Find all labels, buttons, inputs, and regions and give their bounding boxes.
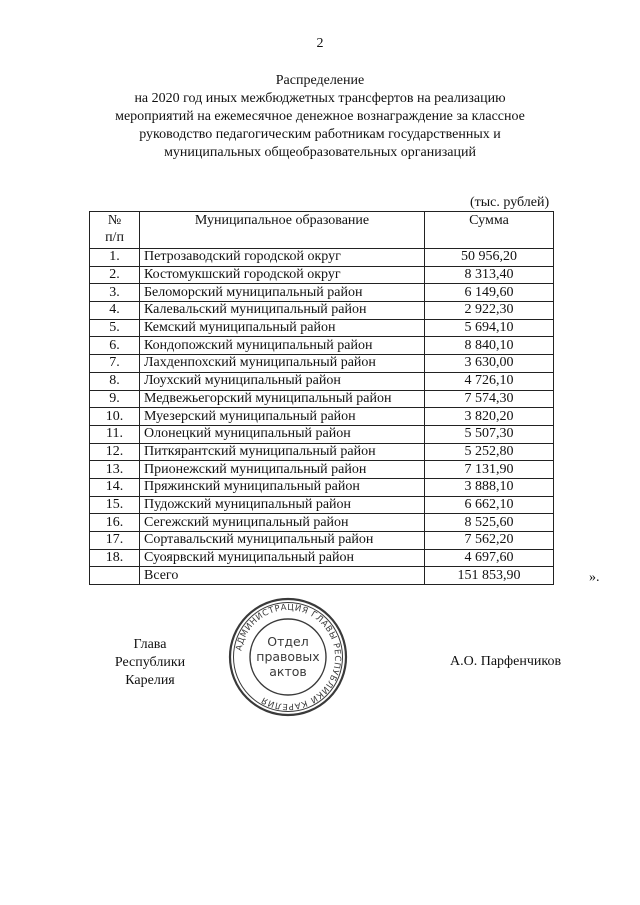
amount: 5 252,80 [425, 443, 554, 461]
table-row [90, 408, 554, 426]
closing-quote: ». [589, 570, 600, 585]
row-number: 10. [90, 408, 140, 426]
municipality-name: Костомукшский городской округ [140, 266, 425, 284]
heading-line: мероприятий на ежемесячное денежное вознаграждение за классное [115, 109, 525, 124]
amount: 6 662,10 [425, 496, 554, 514]
table-row [90, 266, 554, 284]
signatory-title-line: Глава [133, 637, 167, 652]
municipality-name: Кемский муниципальный район [140, 319, 425, 337]
signatory-title [91, 636, 209, 690]
amount: 7 131,90 [425, 461, 554, 479]
amount: 8 313,40 [425, 266, 554, 284]
row-number: 2. [90, 266, 140, 284]
row-number: 17. [90, 532, 140, 550]
total-municipality-name: Всего [140, 567, 425, 585]
table-row [90, 284, 554, 302]
total-row-number [90, 567, 140, 585]
total-row [90, 567, 554, 585]
table-row [90, 425, 554, 443]
table-row [90, 319, 554, 337]
amount: 8 525,60 [425, 514, 554, 532]
municipality-name: Прионежский муниципальный район [140, 461, 425, 479]
municipality-name: Лахденпохский муниципальный район [140, 355, 425, 373]
stamp-graphic [226, 595, 350, 719]
amount: 50 956,20 [425, 249, 554, 267]
row-number: 11. [90, 425, 140, 443]
municipality-name: Кондопожский муниципальный район [140, 337, 425, 355]
table-row [90, 337, 554, 355]
municipality-name: Медвежьегорский муниципальный район [140, 390, 425, 408]
table-row [90, 390, 554, 408]
amount: 8 840,10 [425, 337, 554, 355]
municipality-name: Олонецкий муниципальный район [140, 425, 425, 443]
heading-line: муниципальных общеобразовательных организаций [164, 145, 476, 160]
municipality-name: Суоярвский муниципальный район [140, 549, 425, 567]
row-number: 14. [90, 478, 140, 496]
table-row [90, 249, 554, 267]
municipality-name: Беломорский муниципальный район [140, 284, 425, 302]
municipality-name: Пудожский муниципальный район [140, 496, 425, 514]
row-number: 9. [90, 390, 140, 408]
stamp-ring-textpath: АДМИНИСТРАЦИЯ ГЛАВЫ РЕСПУБЛИКИ КАРЕЛИЯ [234, 602, 343, 712]
table-row [90, 549, 554, 567]
official-stamp [226, 595, 350, 719]
amount: 5 507,30 [425, 425, 554, 443]
table-row [90, 355, 554, 373]
table-body [90, 249, 554, 585]
page-number: 2 [316, 36, 324, 51]
row-number: 8. [90, 372, 140, 390]
amount: 3 630,00 [425, 355, 554, 373]
municipality-name: Калевальский муниципальный район [140, 302, 425, 320]
total-amount: 151 853,90 [425, 567, 554, 585]
table-row [90, 514, 554, 532]
municipality-name: Лоухский муниципальный район [140, 372, 425, 390]
table-row [90, 532, 554, 550]
table-row [90, 461, 554, 479]
row-number: 1. [90, 249, 140, 267]
row-number: 18. [90, 549, 140, 567]
amount: 2 922,30 [425, 302, 554, 320]
amount: 7 562,20 [425, 532, 554, 550]
table-row [90, 443, 554, 461]
distribution-table [89, 211, 554, 585]
units-label: (тыс. рублей) [470, 195, 550, 210]
municipality-name: Питкярантский муниципальный район [140, 443, 425, 461]
amount: 4 726,10 [425, 372, 554, 390]
document-heading [80, 72, 560, 162]
table-row [90, 372, 554, 390]
heading-line: руководство педагогическим работникам государственных и [139, 127, 501, 142]
table-row [90, 302, 554, 320]
stamp-center-line: Отдел [267, 634, 309, 649]
row-number: 7. [90, 355, 140, 373]
header-municipality: Муниципальное образование [140, 212, 425, 249]
row-number: 15. [90, 496, 140, 514]
row-number: 3. [90, 284, 140, 302]
municipality-name: Сортавальский муниципальный район [140, 532, 425, 550]
municipality-name: Муезерский муниципальный район [140, 408, 425, 426]
table-row [90, 478, 554, 496]
municipality-name: Петрозаводский городской округ [140, 249, 425, 267]
heading-line: на 2020 год иных межбюджетных трансфертов на реализацию [134, 91, 506, 106]
stamp-center-line: актов [269, 664, 307, 679]
municipality-name: Сегежский муниципальный район [140, 514, 425, 532]
signatory-name: А.О. Парфенчиков [450, 654, 562, 669]
municipality-name: Пряжинский муниципальный район [140, 478, 425, 496]
row-number: 4. [90, 302, 140, 320]
header-sum: Сумма [425, 212, 554, 249]
table-header-row [90, 212, 554, 249]
header-number [90, 212, 140, 249]
header-number-text: № п/п [105, 213, 124, 245]
amount: 3 820,20 [425, 408, 554, 426]
row-number: 12. [90, 443, 140, 461]
row-number: 5. [90, 319, 140, 337]
table-row [90, 496, 554, 514]
row-number: 16. [90, 514, 140, 532]
amount: 6 149,60 [425, 284, 554, 302]
amount: 4 697,60 [425, 549, 554, 567]
amount: 5 694,10 [425, 319, 554, 337]
row-number: 13. [90, 461, 140, 479]
amount: 7 574,30 [425, 390, 554, 408]
amount: 3 888,10 [425, 478, 554, 496]
signatory-title-line: Республики Карелия [114, 655, 186, 688]
stamp-center-line: правовых [256, 649, 320, 664]
heading-line: Распределение [275, 73, 365, 88]
row-number: 6. [90, 337, 140, 355]
